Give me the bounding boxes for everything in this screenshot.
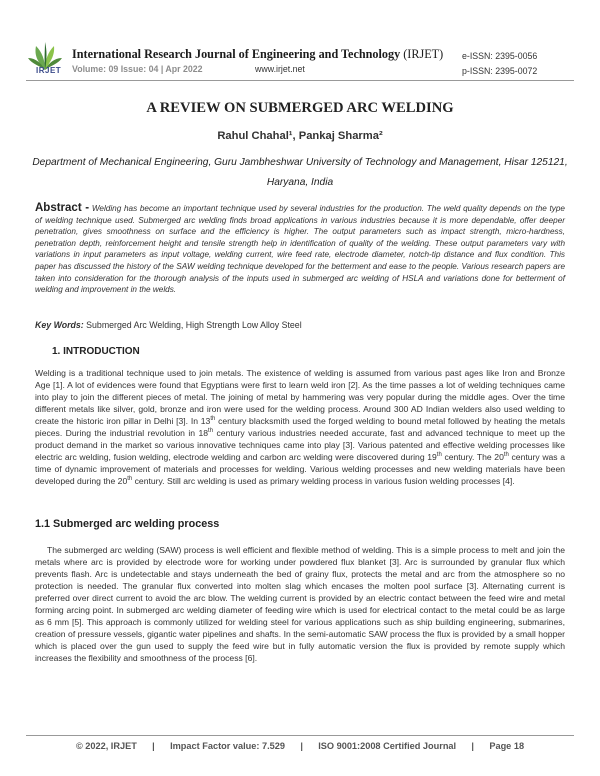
saw-paragraph: The submerged arc welding (SAW) process is well efficient and flexible method of welding. This is a simple process to melt and join the metals where arc is provided by electrode wore for working under powdered flux blanket [3]. Arc is surrounded by granular flux which prevents flash. Arc is undetectable and stays underneath the bed of grainy flux, protects the metal and arc from the atmosphere so no protection is needed. The granular flux converted into molten slag which encases the molten pool surface [3]. Alternating current is preferred over direct current to avoid the arc blow. The welding current is provided by an electric contact between the feed wire and metal forming arcing point. In submerged arc welding diameter of feeding wire which is used for electrical contact to the metal could be as large as 6 mm [5]. This approach is commonly utilized for welding steel for various applications such as ship building engineering, submarines, creation of pressure vessels, gigantic water pipelines and shafts. In the semi-automatic SAW process the flux is provided by a small hopper which is placed over the gun used to supply the feed wire but in fully automatic version the flux is provided by remote supply which increases the flexibility and smoothness of the process [6].	[35, 545, 565, 663]
abstract-text: Welding has become an important technique used by several industries for the production. The weld quality depends on the type of welding technique used. Submerged arc welding finds broad applications in various industries because it is more dependable, offer deeper penetration, gives smoothness on surface and the efficiency is higher. The output parameters such as impact strength, micro-hardness, penetration depth, reinforcement height and tensile strength help in identification of quality of the welding. These output parameters vary with variations in input parameters as input voltage, welding current, wire feed rate, electrode diameter, notch-tip distance and flux condition. This paper has discussed the history of the SAW welding technique developed for the betterment and ease to the people. Various research papers are taken into consideration for the thorough analysis of the inputs used in submerged arc welding of HSLA and variations done for betterment of welding and improvement in the welds.	[35, 204, 565, 295]
logo-text: IRJET	[36, 66, 62, 75]
abstract	[35, 203, 565, 296]
website-link[interactable]: www.irjet.net	[255, 64, 305, 74]
paper-authors: Rahul Chahal¹, Pankaj Sharma²	[217, 130, 383, 142]
footer-iso: ISO 9001:2008 Certified Journal	[318, 741, 457, 751]
keywords-text: Submerged Arc Welding, High Strength Low Alloy Steel	[86, 320, 302, 330]
subsection-heading-saw: 1.1 Submerged arc welding process	[35, 518, 220, 530]
section-heading-introduction: 1. INTRODUCTION	[52, 346, 140, 357]
footer-divider	[26, 735, 574, 736]
footer-copyright: © 2022, IRJET	[75, 741, 137, 751]
eissn: e-ISSN: 2395-0056	[462, 51, 538, 61]
paper-title: A REVIEW ON SUBMERGED ARC WELDING	[146, 100, 454, 116]
page-footer: © 2022, IRJET | Impact Factor value: 7.529 | ISO 9001:2008 Certified Journal | Page 18	[75, 741, 525, 751]
journal-title: International Research Journal of Engineering and Technology (IRJET)	[72, 47, 444, 61]
pissn: p-ISSN: 2395-0072	[462, 66, 538, 76]
keywords	[35, 320, 565, 330]
volume-issue: Volume: 09 Issue: 04 | Apr 2022	[72, 64, 203, 74]
header-divider	[26, 80, 574, 81]
issn-block	[462, 49, 537, 79]
journal-header	[0, 0, 600, 80]
footer-impact-factor: Impact Factor value: 7.529	[170, 741, 285, 751]
introduction-paragraph: Welding is a traditional technique used to join metals. The existence of welding is assumed from various past ages like Iron and Bronze Age [1]. A lot of evidences were found that Egyptians were first to learn weld iron [2]. As the time passes a lot of welding techniques came into play to join the different pieces of metal. The joining of metal by hammering was very popular during the middle ages. Over the time different metals like silver, gold, bronze and iron were used for the welding process. Around 300 AD Indian welders also used welding to create the historic iron pillar in Delhi [3]. In 13th century blacksmith used the forged welding to bound metal followed by heating the metals pieces. During the industrial revolution in 18th century various industries needed accurate, fast and advanced technique to meet up the product demand in the market so various innovative techniques came into play [3]. Various patented and effective welding processes like electric arc welding, fusion welding, electrode welding and carbon arc welding were discovered during 19th century. The 20th century was a time of dynamic improvement of materials and processes for welding. Various welding processes and new welding materials have been developed during the 20th century. Still arc welding is used as primary welding process in various fusion welding processes [4].	[35, 368, 566, 486]
keywords-label: Key Words:	[35, 320, 84, 330]
footer-page-number: Page 18	[489, 741, 525, 751]
abstract-label: Abstract -	[35, 202, 90, 214]
affiliation: Department of Mechanical Engineering, Guru Jambheshwar University of Technology and Management, Hisar 125121, Haryana, India	[32, 157, 568, 188]
